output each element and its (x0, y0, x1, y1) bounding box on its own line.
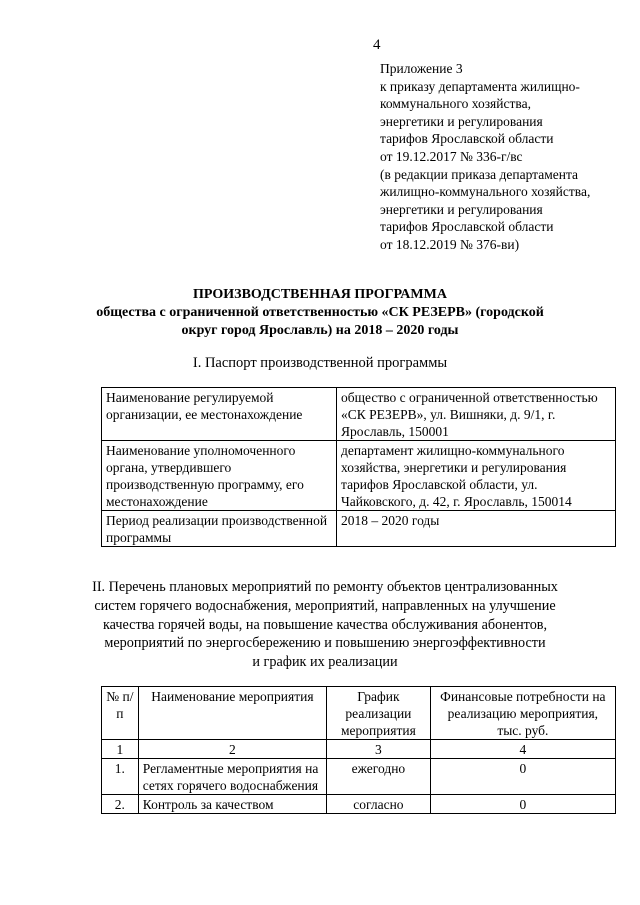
measure-name: Контроль за качеством (138, 795, 326, 814)
appendix-line: от 18.12.2019 № 376-ви) (380, 236, 520, 252)
appendix-line: тарифов Ярославской области (380, 131, 554, 147)
title-line: ПРОИЗВОДСТВЕННАЯ ПРОГРАММА (193, 287, 447, 302)
section1-heading: I. Паспорт производственной программы (192, 355, 448, 371)
section2-heading-line: качества горячей воды, на повышение качества обслуживания абонентов, (102, 616, 548, 633)
passport-table (101, 387, 616, 547)
document-title (90, 286, 550, 340)
table-row (102, 759, 616, 795)
row-number: 2. (102, 795, 139, 814)
column-header: Финансовые потребности на реализацию мероприятия, тыс. руб. (430, 687, 615, 740)
passport-value: 2018 – 2020 годы (337, 511, 616, 547)
section2-heading-line: систем горячего водоснабжения, мероприятий, направленных на улучшение (94, 597, 556, 614)
passport-label: Наименование уполномоченного органа, утвердившего производственную программу, его местонахождение (102, 441, 337, 511)
column-number: 1 (102, 740, 139, 759)
measures-table (101, 686, 616, 814)
section2-heading-line: и график их реализации (252, 654, 398, 671)
title-line: округ город Ярославль) на 2018 – 2020 годы (181, 323, 459, 338)
title-line: общества с ограниченной ответственностью «СК РЕЗЕРВ» (городской (96, 305, 544, 320)
column-number: 2 (138, 740, 326, 759)
column-number: 3 (327, 740, 431, 759)
section2-heading-line: II. Перечень плановых мероприятий по ремонту объектов централизованных (92, 579, 558, 595)
section2-heading-line: мероприятий по энергосбережению и повышению энергоэффективности (104, 635, 546, 652)
measure-schedule: согласно (327, 795, 431, 814)
table-row (102, 441, 616, 511)
appendix-line: Приложение 3 (380, 61, 463, 76)
column-header: № п/п (102, 687, 139, 740)
table-row (102, 511, 616, 547)
column-header: Наименование мероприятия (138, 687, 326, 740)
passport-value: общество с ограниченной ответственностью «СК РЕЗЕРВ», ул. Вишняки, д. 9/1, г. Ярославль, 150001 (337, 388, 616, 441)
appendix-line: коммунального хозяйства, (380, 96, 531, 112)
column-header: График реализации мероприятия (327, 687, 431, 740)
passport-label: Наименование регулируемой организации, ее местонахождение (102, 388, 337, 441)
table-row (102, 388, 616, 441)
appendix-line: (в редакции приказа департамента (380, 166, 579, 182)
table-header-row (102, 687, 616, 740)
section2-heading (90, 578, 560, 672)
measure-name: Регламентные мероприятия на сетях горячего водоснабжения (138, 759, 326, 795)
page-number: 4 (373, 37, 381, 53)
appendix-line: тарифов Ярославской области (380, 219, 554, 235)
column-number: 4 (430, 740, 615, 759)
row-number: 1. (102, 759, 139, 795)
measure-schedule: ежегодно (327, 759, 431, 795)
appendix-line: энергетики и регулирования (380, 113, 543, 129)
measure-cost: 0 (430, 795, 615, 814)
passport-label: Период реализации производственной программы (102, 511, 337, 547)
appendix-note (380, 60, 630, 254)
appendix-line: энергетики и регулирования (380, 201, 543, 217)
table-row (102, 795, 616, 814)
passport-value: департамент жилищно-коммунального хозяйства, энергетики и регулирования тарифов Ярославской области, ул. Чайковского, д. 42, г. Ярославль, 150014 (337, 441, 616, 511)
appendix-line: от 19.12.2017 № 336-г/вс (380, 148, 523, 164)
appendix-line: жилищно-коммунального хозяйства, (380, 184, 591, 200)
appendix-line: к приказу департамента жилищно- (380, 78, 580, 94)
measure-cost: 0 (430, 759, 615, 795)
column-numbering-row (102, 740, 616, 759)
